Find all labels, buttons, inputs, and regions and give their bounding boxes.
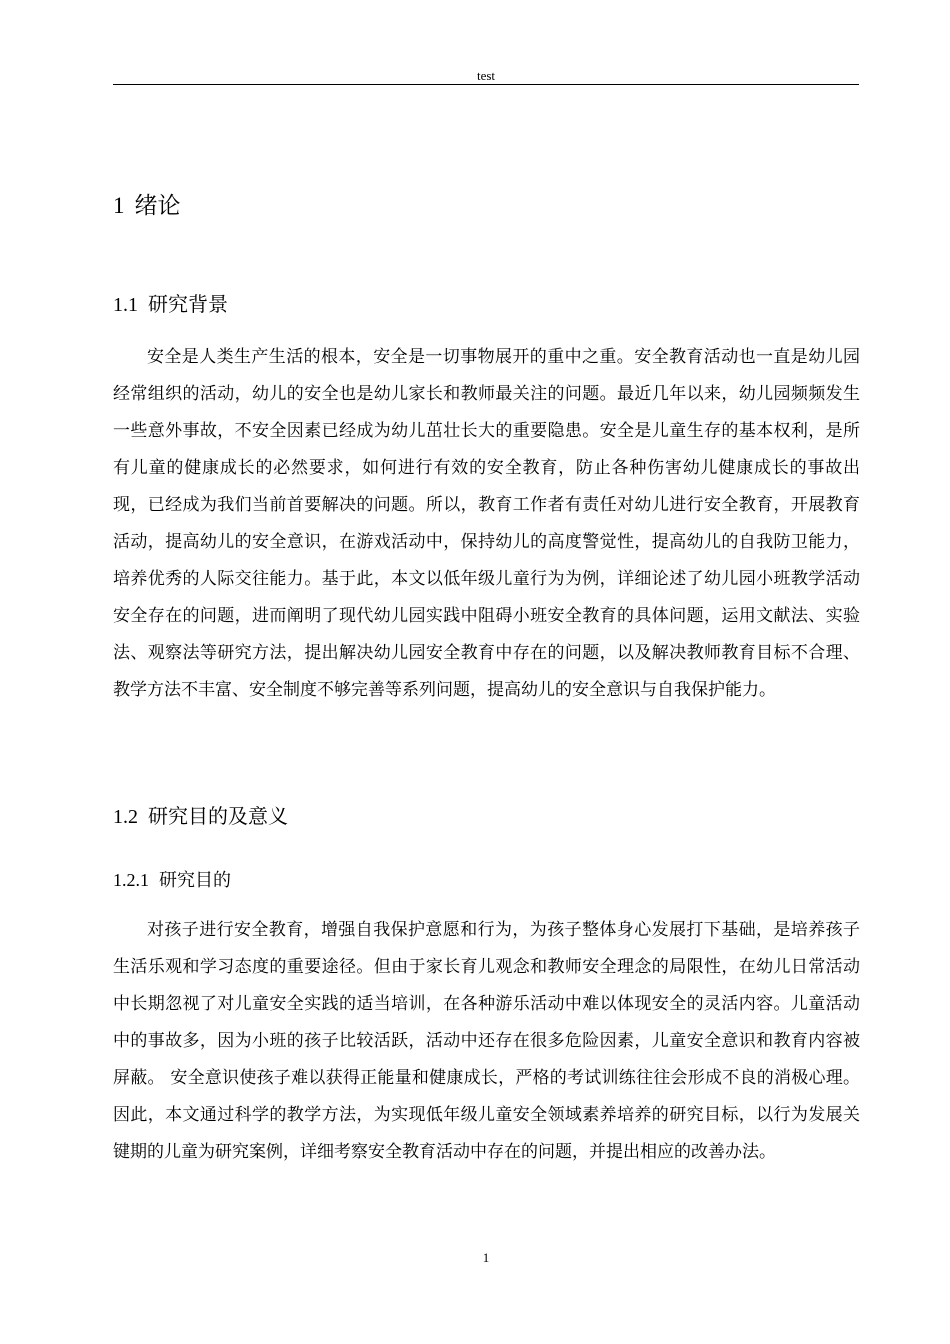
header-rule xyxy=(113,84,859,85)
chapter-heading xyxy=(113,190,181,222)
section-title: 研究背景 xyxy=(148,292,228,316)
running-header: test xyxy=(476,68,496,83)
purpose-paragraph: 对孩子进行安全教育，增强自我保护意愿和行为，为孩子整体身心发展打下基础，是培养孩子生活乐观和学习态度的重要途径。但由于家长育儿观念和教师安全理念的局限性，在幼儿日常活动中长期忽视了对儿童安全实践的适当培训，在各种游乐活动中难以体现安全的灵活内容。儿童活动中的事故多，因为小班的孩子比较活跃，活动中还存在很多危险因素，儿童安全意识和教育内容被屏蔽。 安全意识使孩子难以获得正能量和健康成长，严格的考试训练往往会形成不良的消极心理。 因此，本文通过科学的教学方法，为实现低年级儿童安全领域素养培养的研究目标，以行为发展关键期的儿童为研究案例，详细考察安全教育活动中存在的问题，并提出相应的改善办法。 xyxy=(113,920,860,1162)
section-title: 研究目的及意义 xyxy=(148,804,288,828)
section-heading-1-1 xyxy=(113,290,228,319)
chapter-title: 绪论 xyxy=(134,193,181,219)
subsection-number: 1.2.1 xyxy=(113,870,149,890)
chapter-number: 1 xyxy=(113,193,125,218)
background-paragraph: 安全是人类生产生活的根本，安全是一切事物展开的重中之重。安全教育活动也一直是幼儿园经常组织的活动，幼儿的安全也是幼儿家长和教师最关注的问题。最近几年以来，幼儿园频频发生一些意外事故，不安全因素已经成为幼儿茁壮长大的重要隐患。安全是儿童生存的基本权利，是所有儿童的健康成长的必然要求，如何进行有效的安全教育，防止各种伤害幼儿健康成长的事故出现，已经成为我们当前首要解决的问题。所以，教育工作者有责任对幼儿进行安全教育，开展教育活动，提高幼儿的安全意识，在游戏活动中，保持幼儿的高度警觉性，提高幼儿的自我防卫能力，培养优秀的人际交往能力。基于此，本文以低年级儿童行为为例，详细论述了幼儿园小班教学活动安全存在的问题，进而阐明了现代幼儿园实践中阻碍小班安全教育的具体问题，运用文献法、实验法、观察法等研究方法，提出解决幼儿园安全教育中存在的问题，以及解决教师教育目标不合理、教学方法不丰富、安全制度不够完善等系列问题，提高幼儿的安全意识与自我保护能力。 xyxy=(113,347,860,700)
subsection-title: 研究目的 xyxy=(159,870,231,891)
page-number: 1 xyxy=(482,1250,490,1265)
subsection-heading-1-2-1 xyxy=(113,867,231,894)
section-heading-1-2 xyxy=(113,802,288,831)
section-number: 1.1 xyxy=(113,294,138,316)
section-number: 1.2 xyxy=(113,806,138,828)
